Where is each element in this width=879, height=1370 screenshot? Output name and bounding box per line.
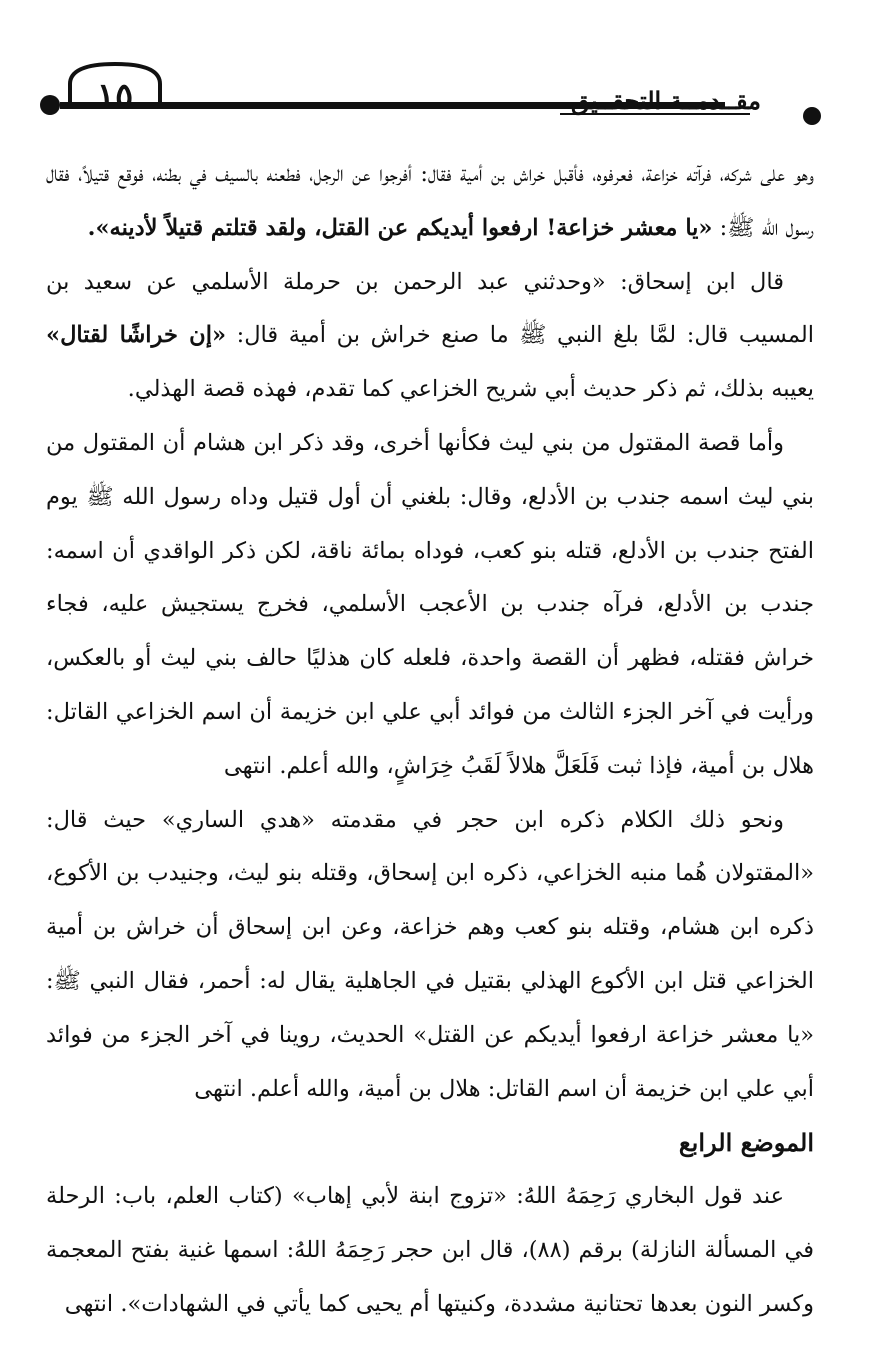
paragraph-3: وأما قصة المقتول من بني ليث فكأنها أخرى، وقد ذكر ابن هشام أن المقتول من بني ليث اسمه جندب بن الأدلع، وقال: بلغني أن أول قتيل وداه رسول الله ﷺ يوم الفتح جندب بن الأدلع، قتله بنو كعب، فوداه بمائة ناقة، لكن ذكر الواقدي أن اسمه: جندب بن الأدلع، فرآه جندب بن الأعجب الأسلمي، فخرج يستجيش عليه، فجاء خراش فقتله، فظهر أن القصة واحدة، فلعله كان هذليًا حالف بني ليث أو بالعكس، ورأيت في آخر الجزء الثالث من فوائد أبي علي ابن خزيمة أن اسم الخزاعي القاتل: هلال بن أمية، فإذا ثبت فَلَعَلَّ هلالاً لَقَبُ خِرَاشٍ، والله أعلم. انتهى (46, 429, 814, 779)
hadith-quote-2: «إن خراشًا لقتال» (46, 322, 227, 349)
paragraph-2-text-end: يعيبه بذلك، ثم ذكر حديث أبي شريح الخزاعي كما تقدم، فهذه قصة الهذلي. (127, 376, 814, 403)
paragraph-5: عند قول البخاري رَحِمَهُ اللهُ: «تزوج ابنة لأبي إهاب» (كتاب العلم، باب: الرحلة في المسألة النازلة) برقم (٨٨)، قال ابن حجر رَحِمَهُ اللهُ: اسمها غنية بفتح المعجمة وكسر النون بعدها تحتانية مشددة، وكنيتها أم يحيى كما يأتي في الشهادات». انتهى (46, 1183, 814, 1317)
paragraph-1 (46, 148, 814, 256)
hadith-quote-1: «يا معشر خزاعة! ارفعوا أيديكم عن القتل، ولقد قتلتم قتيلاً لأدينه». (87, 214, 713, 241)
paragraph-2 (46, 256, 814, 417)
header-ornament (0, 0, 879, 140)
paragraph-2-text: قال ابن إسحاق: «وحدثني عبد الرحمن بن حرملة الأسلمي عن سعيد بن المسيب قال: لمَّا بلغ النبي ﷺ ما صنع خراش بن أمية قال: (46, 268, 814, 349)
running-title: مقــدمــة التحقــيق (571, 86, 761, 115)
page-header (0, 0, 879, 140)
section-heading: الموضع الرابع (678, 1128, 814, 1158)
paragraph-1-text: وهو على شركه، فرآته خزاعة، فعرفوه، فأقبل خراش بن أمية فقال: أفرجوا عن الرجل، فطعنه بالسيف في بطنه، فوقع قتيلاً، فقال رسول الله ﷺ: (46, 161, 814, 241)
page-number: ١٥ (96, 76, 134, 116)
page-body (46, 148, 814, 1332)
paragraph-4: ونحو ذلك الكلام ذكره ابن حجر في مقدمته «هدي الساري» حيث قال: «المقتولان هُما منبه الخزاعي، ذكره ابن إسحاق، وقتله بنو ليث، وجنيدب بن الأكوع، ذكره ابن هشام، وقتله بنو كعب وهم خزاعة، وعن ابن إسحاق أن خراش بن أمية الخزاعي قتل ابن الأكوع الهذلي بقتيل في الجاهلية يقال له: أحمر، فقال النبي ﷺ: «يا معشر خزاعة ارفعوا أيديكم عن القتل» الحديث، روينا في آخر الجزء من فوائد أبي علي ابن خزيمة أن اسم القاتل: هلال بن أمية، والله أعلم. انتهى (46, 806, 814, 1102)
